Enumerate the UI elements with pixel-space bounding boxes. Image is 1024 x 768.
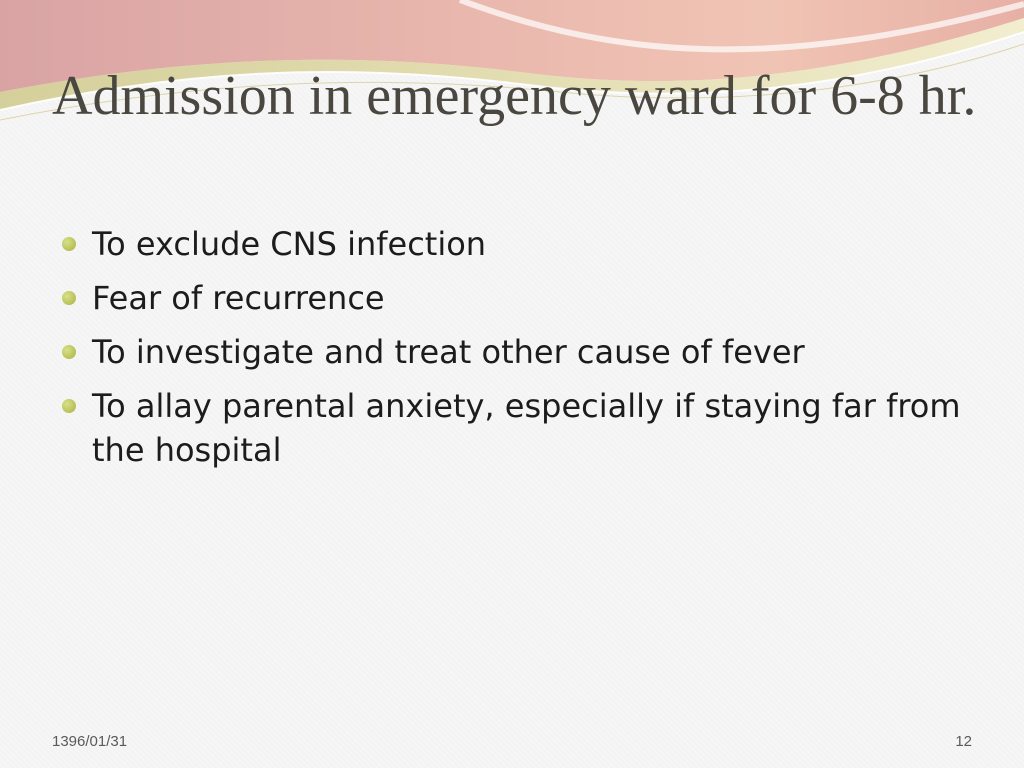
page-number: 12	[955, 733, 972, 750]
bullet-list	[60, 222, 980, 482]
slide-title: Admission in emergency ward for 6-8 hr.	[52, 65, 977, 127]
bullet-text: To allay parental anxiety, especially if staying far from the hospital	[92, 387, 961, 469]
list-item	[60, 276, 980, 320]
bullet-text: To exclude CNS infection	[92, 225, 487, 263]
bullet-text: Fear of recurrence	[92, 279, 385, 317]
bullet-dot-icon	[62, 399, 76, 413]
bullet-dot-icon	[62, 291, 76, 305]
bullet-dot-icon	[62, 345, 76, 359]
list-item	[60, 330, 980, 374]
footer-date: 1396/01/31	[52, 733, 128, 750]
bullet-text: To investigate and treat other cause of fever	[92, 333, 805, 371]
list-item	[60, 222, 980, 266]
list-item	[60, 384, 980, 472]
bullet-dot-icon	[62, 237, 76, 251]
